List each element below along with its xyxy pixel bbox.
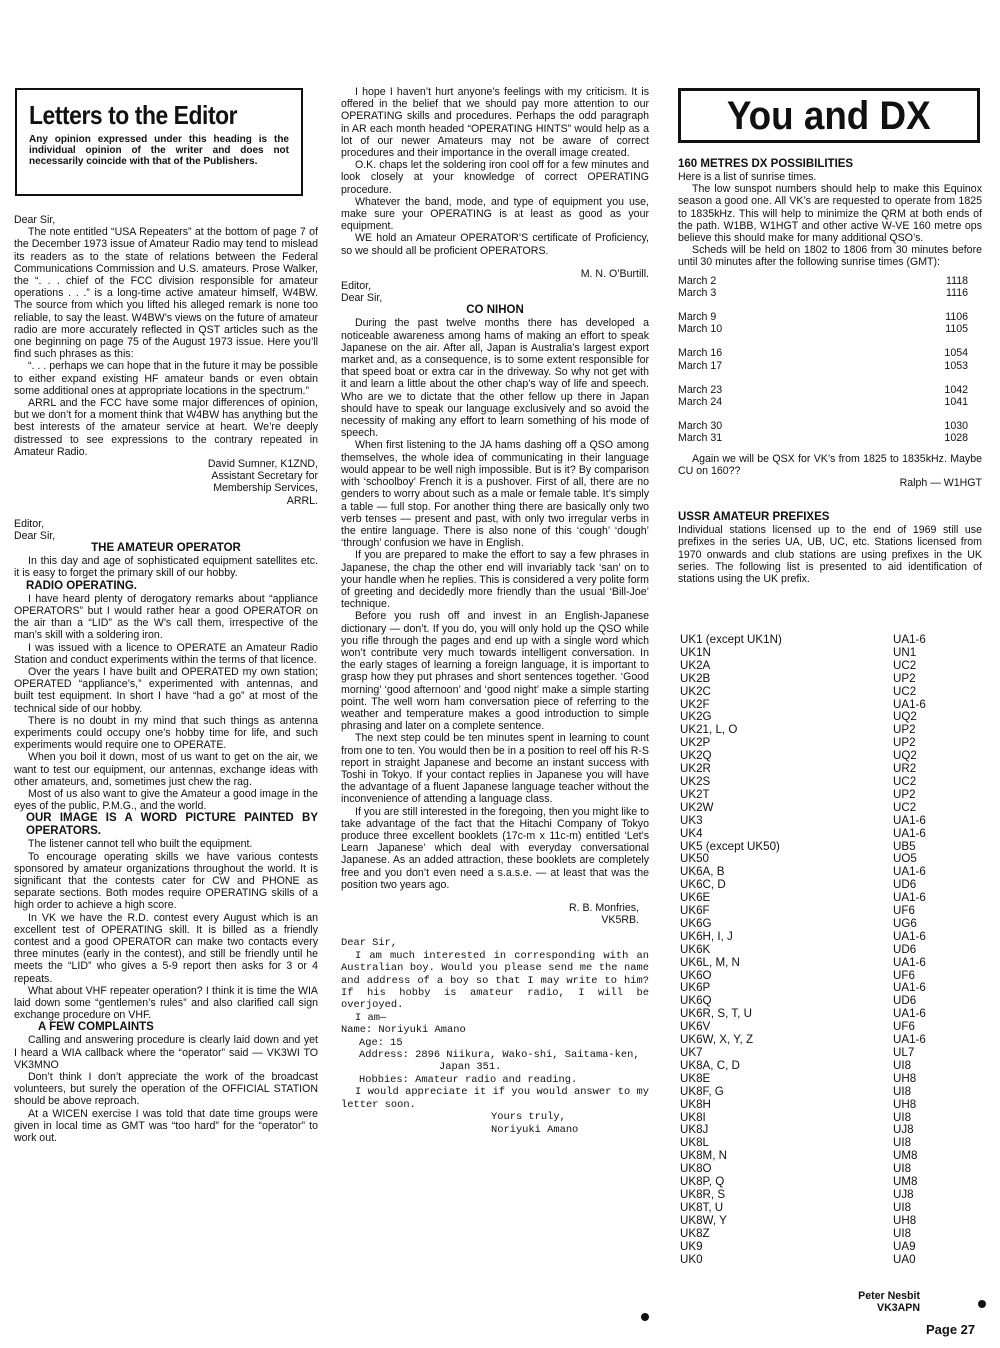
letter2-paragraph: Don’t think I don’t appreciate the work of the broadcast volunteers, but surely the operation of the OFFICIAL STATION should be above reproach. [14,1071,318,1108]
prefix-row [680,1202,960,1215]
ua-prefix: UG6 [893,916,917,930]
ua-prefix: UH8 [893,1071,917,1085]
prefix-row [680,931,960,944]
prefix-row [680,802,960,815]
letter2-paragraph: O.K. chaps let the soldering iron cool off for a few minutes and look closely at your knowledge of correct OPERATING procedure. [341,159,649,196]
prefix-row [680,944,960,957]
letter3-paragraph: Before you rush off and invest in an English-Japanese dictionary — don’t. If you do, you will only hold up the QSO while you rifle through the pages and end up with a single word which won’t contribute very much towards intelligent conversation. In the early stages of learning a foreign language, it is important to grasp how they put phrases and short sentences together. ‘Good morning’ ‘good afternoon’ and ‘good night’ make a simple starting point. The well worn ham conversation piece of referring to the weather and temperature makes a good introduction to simple phrasing and later on a complete sentence. [341,610,649,733]
letter1-signature: Membership Services, [213,482,318,495]
column-2 [341,86,649,1136]
letter2-paragraph: There is no doubt in my mind that such things as antenna experiments could occupy one’s hobby time for life, and such experiments would require one to OPERATE. [14,714,318,752]
dx-signature-block [820,1290,920,1314]
letter2-paragraph: Most of us also want to give the Amateur a good image in the eyes of the public, P.M.G., and the world. [14,787,318,813]
letter1-paragraph: ARRL and the FCC have some major differences of opinion, but we don’t for a moment think that W4BW has anything but the best interests of the amateur service at heart. We’re deeply distressed to see expressions to the contrary repeated in Amateur Radio. [14,397,318,458]
uk-prefix: UK6E [680,891,711,905]
prefix-row [680,763,960,776]
uk-prefix: UK21, L, O [680,723,738,737]
letter4-hobbies: Hobbies: Amateur radio and reading. [359,1073,578,1086]
uk-prefix: UK6Q [680,994,712,1008]
sunrise-row [678,347,982,359]
sunrise-row [678,360,982,372]
uk-prefix: UK8W, Y [680,1213,727,1227]
ua-prefix: UP2 [893,787,916,801]
ua-prefix: UC2 [893,658,917,672]
prefix-row [680,1124,960,1137]
end-mark [978,1300,986,1308]
prefix-row [680,750,960,763]
letter2-paragraph: When you boil it down, most of us want to get on the air, we want to test our equipment, our antennas, exchange ideas with other amateurs, and, sometimes just chew the rag. [14,751,318,788]
sunrise-date: March 10 [678,323,723,336]
ua-prefix: UD6 [893,994,917,1008]
uk-prefix: UK8F, G [680,1084,724,1098]
sunrise-row [678,432,982,444]
sunrise-date: March 23 [678,383,723,396]
ua-prefix: UA1-6 [893,955,926,969]
sunrise-date: March 16 [678,347,723,360]
uk-prefix: UK6A, B [680,865,725,879]
prefix-row [680,737,960,750]
prefix-row [680,776,960,789]
uk-prefix: UK2P [680,736,711,750]
letter1-signature: Assistant Secretary for [211,470,318,483]
ua-prefix: UA1-6 [893,697,926,711]
letter2-paragraph: I hope I haven’t hurt anyone’s feelings with my criticism. It is offered in the belief that we should pay more attention to our OPERATING skills and procedures. Perhaps the odd paragraph in AR each month headed “OPERATING HINTS” would help as a lot of our newer Amateurs may not be aware of correct procedures and their importance in the overall image created. [341,86,649,160]
ua-prefix: UC2 [893,684,917,698]
dx-signature: Ralph — W1HGT [899,477,982,490]
letter2-paragraph: I was issued with a licence to OPERATE an Amateur Radio Station and conduct experiments within the terms of that licence. [14,641,318,666]
ua-prefix: UI8 [893,1200,912,1214]
prefix-row [680,1254,960,1267]
ua-prefix: UI8 [893,1226,912,1240]
heading-co-nihon: CO NIHON [466,304,524,317]
prefix-row [680,789,960,802]
uk-prefix: UK2C [680,684,711,698]
ua-prefix: UF6 [893,904,915,918]
prefix-row [680,1086,960,1099]
letter2-paragraph: What about VHF repeater operation? I think it is time the WIA laid down some “gentlemen’s rules” and also clarified call sign exchange procedure on VHF. [14,984,318,1022]
dx-paragraph: Again we will be QSX for VK’s from 1825 to 1835kHz. Maybe CU on 160?? [678,452,982,477]
heading-radio-operating: RADIO OPERATING. [26,579,137,592]
letter2-editor: Editor, [14,517,45,530]
ua-prefix: UO5 [893,852,917,866]
ua-prefix: UJ8 [893,1123,914,1137]
letter2-signature: M. N. O’Burtill. [580,267,649,280]
prefix-row [680,918,960,931]
prefix-table [680,634,960,1266]
ua-prefix: UI8 [893,1058,912,1072]
letter3-paragraph: The next step could be ten minutes spent in learning to count from one to ten. You would then be in a position to reel off his R-S report in straight Japanese and become an instant success with Toshi in Tokyo. If your contact replies in Japanese you will have the advantage of a fluent Japanese language teacher without the inconvenience of attending a language class. [341,732,649,806]
sunrise-date: March 2 [678,274,717,287]
uk-prefix: UK8Z [680,1226,710,1240]
sunrise-time: 1030 [944,420,968,433]
prefix-row [680,905,960,918]
uk-prefix: UK6K [680,942,711,956]
letter3-salutation: Dear Sir, [341,292,383,305]
uk-prefix: UK6R, S, T, U [680,1007,752,1021]
letter2-paragraph: Whatever the band, mode, and type of equipment you use, make sure your OPERATING is at least as good as your equipment. [341,195,649,233]
ua-prefix: UA9 [893,1239,916,1253]
uk-prefix: UK1 (except UK1N) [680,633,782,646]
letter4-name: Name: Noriyuki Amano [341,1024,466,1037]
uk-prefix: UK8P, Q [680,1175,725,1189]
prefix-row [680,892,960,905]
sunrise-time: 1116 [946,286,968,299]
sunrise-time: 1042 [944,383,968,396]
column-3 [678,158,982,585]
ua-prefix: UH8 [893,1097,917,1111]
uk-prefix: UK6V [680,1020,711,1034]
heading-ussr-prefixes: USSR AMATEUR PREFIXES [678,511,830,524]
ua-prefix: UI8 [893,1084,912,1098]
sunrise-time: 1106 [945,311,968,324]
uk-prefix: UK8J [680,1123,709,1137]
uk-prefix: UK7 [680,1046,703,1059]
sunrise-row [678,396,982,408]
heading-160-metres: 160 METRES DX POSSIBILITIES [678,158,854,170]
sunrise-time: 1118 [946,274,968,287]
uk-prefix: UK2T [680,787,710,801]
letter1-paragraph: The note entitled “USA Repeaters” at the bottom of page 7 of the December 1973 issue of Amateur Radio may tend to mislead its readers as to the state of relations between the Federal Communications Commission and U.S. amateurs. Prose Walker, the “. . . chief of the FCC division responsible for amateur operations . . .” is a long-time active amateur himself, W4BW. The source from which you lifted his alleged remark is none too reliable, to say the least. W4BW’s views on the future of amateur radio are more accurately reflected in QST articles such as the one beginning on page 75 of the August 1973 issue. Here you’ll find such phrases as this: [14,226,318,361]
prefix-row [680,828,960,841]
ua-prefix: UC2 [893,774,917,788]
letter4-salutation: Dear Sir, [341,937,398,950]
uk-prefix: UK6O [680,968,712,982]
uk-prefix: UK9 [680,1239,703,1253]
ua-prefix: UI8 [893,1162,912,1176]
prefix-row [680,1099,960,1112]
prefix-row [680,699,960,712]
prefix-row [680,1215,960,1228]
uk-prefix: UK6L, M, N [680,955,740,969]
you-and-dx-title: You and DX [727,93,931,138]
prefix-row [680,1008,960,1021]
sunrise-date: March 9 [678,311,717,324]
ua-prefix: UM8 [893,1149,918,1163]
ua-prefix: UA1-6 [893,826,926,840]
sunrise-date: March 17 [678,359,723,372]
sunrise-time: 1054 [944,347,968,360]
ua-prefix: UD6 [893,942,917,956]
uk-prefix: UK2Q [680,749,712,763]
uk-prefix: UK6W, X, Y, Z [680,1033,754,1047]
ua-prefix: UH8 [893,1213,917,1227]
ua-prefix: UP2 [893,723,916,737]
letter3-paragraph: If you are prepared to make the effort to say a few phrases in Japanese, the chap the other end will invariably tack ‘san’ on to your handle when he replies. This is considered a very polite form of greeting and decidedly more friendly than the usual ‘Bill-Joe’ technique. [341,549,649,611]
letter2-paragraph: Calling and answering procedure is clearly laid down and yet I heard a WIA callback where the “operator” said — VK3WI TO VK3MNO [14,1034,318,1071]
uk-prefix: UK2R [680,762,711,776]
uk-prefix: UK8R, S [680,1187,726,1201]
uk-prefix: UK2W [680,800,714,814]
letters-disclaimer: Any opinion expressed under this heading is the individual opinion of the writer and does not necessarily coincide with that of the Publishers. [29,134,289,167]
prefix-row [680,982,960,995]
prefix-row [680,724,960,737]
letter2-paragraph: WE hold an Amateur OPERATOR’S certificate of Proficiency, so we should all be proficient OPERATORS. [341,232,649,257]
uk-prefix: UK2F [680,697,710,711]
sunrise-row [678,323,982,335]
dx-author-callsign: VK3APN [877,1302,920,1314]
letter2-paragraph: To encourage operating skills we have various contests sponsored by amateur organizations throughout the world. It is significant that the contests cater for CW and PHONE as separate sections. Both modes require OPERATING skills of a high order to achieve a high score. [14,850,318,912]
sunrise-date: March 3 [678,286,717,299]
letter2-paragraph: The listener cannot tell who built the equipment. [28,838,253,851]
prefix-row [680,1150,960,1163]
prefix-row [680,1034,960,1047]
dx-paragraph: Individual stations licensed up to the end of 1969 still use prefixes in the series UA, UB, UC, etc. Stations licensed from 1970 onwards and club stations are using prefixes in the UK series. The following list is presented to aid identification of stations using the UK prefix. [678,524,982,586]
sunrise-time: 1028 [944,432,968,445]
prefix-row [680,841,960,854]
letters-to-editor-box [15,88,303,196]
ua-prefix: UF6 [893,1020,915,1034]
dx-paragraph: Here is a list of sunrise times. [678,171,817,183]
letter3-signature: R. B. Monfries, [568,902,639,914]
letter2-paragraph: In VK we have the R.D. contest every August which is an excellent test of OPERATING skill. It is billed as a friendly contest and a good OPERATOR can make two contacts every three minutes (early in the contest), and still be friendly until he meets the “LID” who gives a 5-9 report then asks for 3 or 4 repeats. [14,911,318,985]
ua-prefix: UF6 [893,968,915,982]
dx-author-name: Peter Nesbit [858,1290,920,1302]
letter4-closing: Yours truly, [491,1111,566,1124]
sunrise-row [678,287,982,299]
letter3-paragraph: When first listening to the JA hams dashing off a QSO among themselves, the whole idea of communicating in their language would appear to be well nigh impossible. But is it? By comparison with ‘schoolboy’ French it is a pushover. First of all, there are no genders to worry about such as a male or female table. It’s simply a table — full stop. For another thing there are basically only two verb tenses — present and past, with only two irregular verbs in the entire language. There is also none of this ‘cough’ ‘dough’ ‘through’ confusion we have in English. [341,439,649,550]
ua-prefix: UA1-6 [893,865,926,879]
ua-prefix: UM8 [893,1175,918,1189]
prefix-row [680,1228,960,1241]
uk-prefix: UK3 [680,813,703,827]
sunrise-row [678,311,982,323]
prefix-row [680,673,960,686]
uk-prefix: UK8E [680,1071,711,1085]
uk-prefix: UK8T, U [680,1200,724,1214]
uk-prefix: UK8A, C, D [680,1058,740,1072]
page-number: Page 27 [926,1322,976,1337]
prefix-row [680,815,960,828]
uk-prefix: UK2B [680,671,711,685]
prefix-row [680,1047,960,1060]
ua-prefix: UC2 [893,800,917,814]
letter4-signature: Noriyuki Amano [491,1123,579,1136]
letter2-paragraph: In this day and age of sophisticated equipment satellites etc. it is easy to forget the primary skill of our hobby. [14,555,318,580]
uk-prefix: UK5 (except UK50) [680,839,780,853]
ua-prefix: UD6 [893,878,917,892]
letter4-paragraph: I would appreciate it if you would answer to my letter soon. [341,1086,649,1111]
letter4-paragraph: I am much interested in corresponding with an Australian boy. Would you please send me the name and address of a boy so that I may write to him? If his hobby is amateur radio, I will be overjoyed. [341,949,649,1012]
ua-prefix: UA1-6 [893,929,926,943]
letter1-signature: ARRL. [286,494,318,507]
sunrise-time: 1105 [945,323,968,336]
uk-prefix: UK8M, N [680,1149,728,1163]
ua-prefix: UQ2 [893,710,917,724]
letter4-address: Address: 2896 Niikura, Wako-shi, Saitama-ken, [359,1049,640,1062]
ua-prefix: UA1-6 [893,981,926,995]
sunrise-time: 1053 [944,359,968,372]
ua-prefix: UR2 [893,762,917,776]
uk-prefix: UK1N [680,645,711,659]
ua-prefix: UB5 [893,839,916,853]
uk-prefix: UK8L [680,1136,710,1150]
letter4-line: I am— [355,1011,387,1024]
letter3-paragraph: During the past twelve months there has developed a noticeable awareness among hams of making an effort to speak Japanese on the air. After all, Japan is Australia’s largest export market and, as a consequence, is to some extent responsible for that speed boat or extra car in the driveway. So why not get with it and learn a little about the other chap’s way of life and speech. Who are we to dictate that the other fellow up there in Japan should have to speak our language exclusively and so avoid the necessity of making any effort to learn something of his mode of speech. [341,317,649,440]
letter4-age: Age: 15 [359,1036,403,1049]
uk-prefix: UK8H [680,1097,711,1111]
sunrise-date: March 30 [678,420,723,433]
heading-amateur-operator: THE AMATEUR OPERATOR [91,542,241,555]
ua-prefix: UA1-6 [893,1033,926,1047]
letter2-paragraph: I have heard plenty of derogatory remarks about “appliance OPERATORS” but I would rather hear a good OPERATOR on the air than a “LID” as the W’s call them, irrespective of the man’s skill with a soldering iron. [14,592,318,642]
column-1 [14,214,318,1144]
letter1-signature: David Sumner, K1ZND, [207,458,318,471]
uk-prefix: UK6F [680,904,710,918]
uk-prefix: UK6G [680,916,712,930]
heading-our-image: OUR IMAGE IS A WORD PICTURE PAINTED BY OPERATORS. [26,812,318,838]
sunrise-table [678,275,982,445]
ua-prefix: UN1 [893,645,917,659]
letter3-signature: VK5RB. [601,914,639,927]
letter2-paragraph: Over the years I have built and OPERATED my own station; OPERATED “appliance’s,” experimented with antennas, and built test equipment. In short I have “had a go” at most of the technical side of our hobby. [14,665,318,715]
ua-prefix: UP2 [893,671,916,685]
ua-prefix: UJ8 [893,1187,914,1201]
sunrise-row [678,420,982,432]
ua-prefix: UI8 [893,1110,912,1124]
prefix-row [680,1073,960,1086]
uk-prefix: UK8I [680,1110,706,1124]
sunrise-date: March 24 [678,396,723,409]
uk-prefix: UK6C, D [680,878,726,892]
ua-prefix: UQ2 [893,749,917,763]
uk-prefix: UK4 [680,826,703,840]
letter4-address: Japan 351. [439,1061,502,1074]
letter3-paragraph: If you are still interested in the foregoing, then you might like to take advantage of the fact that the Hitachi Company of Tokyo produce three excellent booklets (17c-m x 11c-m) entitled ‘Let’s Learn Japanese’ which deal with everyday conversational Japanese. As an added attraction, these booklets are completely free and you don’t even need a s.a.s.e. — at least that was the position two years ago. [341,805,649,891]
ua-prefix: UL7 [893,1046,915,1059]
uk-prefix: UK2S [680,774,711,788]
uk-prefix: UK2G [680,710,712,724]
uk-prefix: UK0 [680,1252,703,1266]
sunrise-row [678,384,982,396]
sunrise-date: March 31 [678,432,723,445]
letter3-editor: Editor, [341,280,372,293]
ua-prefix: UI8 [893,1136,912,1150]
letter2-salutation: Dear Sir, [14,530,56,543]
uk-prefix: UK6H, I, J [680,929,733,943]
letters-title: Letters to the Editor [29,100,238,130]
uk-prefix: UK2A [680,658,711,672]
dx-paragraph: The low sunspot numbers should help to make this Equinox season a good one. All VK’s are requested to operate from 1825 to 1835kHz. This will help to minimize the QRM at both ends of the path. W1BB, W1HGT and other active W-VE 160 metre ops believe this should make for many additional QSO’s. [678,183,982,245]
end-mark [641,1313,649,1321]
prefix-row [680,634,960,647]
uk-prefix: UK50 [680,852,710,866]
uk-prefix: UK8O [680,1162,712,1176]
ua-prefix: UA1-6 [893,1007,926,1021]
heading-few-complaints: A FEW COMPLAINTS [38,1021,154,1034]
prefix-row [680,957,960,970]
uk-prefix: UK6P [680,981,711,995]
letter1-quote: “. . . perhaps we can hope that in the future it may be possible to either expand existing HF amateur bands or even obtain some additional ones at appropriate locations in the spectrum.” [14,360,318,397]
prefix-row [680,660,960,673]
ua-prefix: UA1-6 [893,633,926,646]
letter2-paragraph: At a WICEN exercise I was told that date time groups were given in local time as GMT was “too hard” for the “operator” to work out. [14,1107,318,1145]
ua-prefix: UA1-6 [893,813,926,827]
prefix-row [680,1060,960,1073]
prefix-row [680,686,960,699]
sunrise-row [678,275,982,287]
sunrise-time: 1041 [944,396,968,409]
ua-prefix: UA0 [893,1252,916,1266]
dx-paragraph: Scheds will be held on 1802 to 1806 from 30 minutes before until 30 minutes after the following sunrise times (GMT): [678,244,982,269]
prefix-row [680,1241,960,1254]
ua-prefix: UP2 [893,736,916,750]
ua-prefix: UA1-6 [893,891,926,905]
prefix-row [680,1112,960,1125]
prefix-row [680,1189,960,1202]
prefix-row [680,647,960,660]
letter1-salutation: Dear Sir, [14,214,56,226]
you-and-dx-box [678,88,980,143]
